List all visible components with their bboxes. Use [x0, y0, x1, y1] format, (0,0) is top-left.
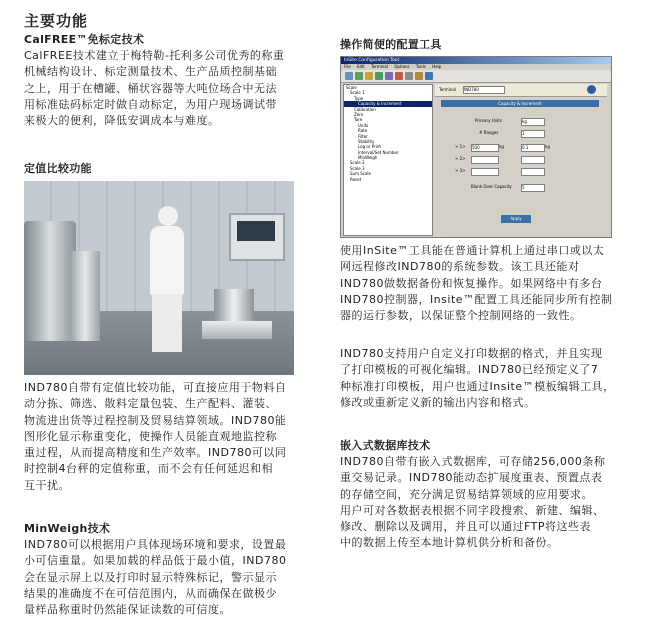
tree-item[interactable]: Zero: [354, 111, 364, 117]
tree-item-selected[interactable]: Capacity & Increment: [344, 101, 432, 106]
menu-file[interactable]: File: [344, 64, 351, 69]
tree-item[interactable]: Scale 2: [350, 160, 365, 166]
menu-options[interactable]: Options: [394, 64, 410, 69]
blank-over-label: Blank Over Capacity: [471, 184, 512, 189]
search-icon[interactable]: [405, 72, 413, 80]
increment-field[interactable]: 0.1: [521, 144, 545, 152]
tree-item[interactable]: Reset: [350, 176, 362, 182]
factory-photo: [24, 181, 294, 375]
save-icon[interactable]: [355, 72, 363, 80]
print-line: 种标准打印模板，用户也通过Insite™模板编辑工具，: [340, 379, 615, 393]
config-body: [340, 243, 628, 324]
minweigh-body: [24, 537, 316, 618]
menu-edit[interactable]: Edit: [356, 64, 365, 69]
window-toolbar: [341, 70, 611, 83]
terminal-select[interactable]: IND780: [463, 86, 505, 94]
tree-item[interactable]: Type: [354, 95, 364, 101]
terminal-bar: [435, 84, 607, 97]
increment-field-3[interactable]: [521, 168, 545, 176]
photo-operator-head: [158, 206, 178, 226]
calfree-line: 用标准砝码标定时做自动标定，为用户现场调试带: [24, 97, 277, 111]
tree-item[interactable]: MinWeigh: [358, 155, 378, 161]
photo-tank: [24, 221, 76, 341]
compare-line: 物流进出货等过程控制及贸易结算领域。IND780能: [24, 413, 287, 427]
database-line: 修改、删除以及调用，并且可以通过FTP将这些表: [340, 520, 591, 534]
tree-item[interactable]: Scale 1: [350, 90, 365, 96]
primary-units-select[interactable]: kg: [521, 118, 545, 126]
capacity-field-3[interactable]: [471, 168, 499, 176]
database-heading: 嵌入式数据库技术: [340, 439, 431, 452]
panel-title: Capacity & Increment: [441, 100, 599, 107]
compare-line: 图形化显示称重变化，使操作人员能直观地监控称: [24, 429, 277, 443]
photo-bucket: [214, 289, 254, 323]
database-line: IND780自带有嵌入式数据库，可存储256,000条称: [340, 455, 606, 468]
apply-button[interactable]: Apply: [501, 215, 531, 223]
config-line: 网远程修改IND780的系统参数。该工具还能对: [340, 260, 580, 274]
range-row-label: > 2>: [455, 156, 466, 161]
tree-item[interactable]: Rate: [358, 128, 368, 134]
menu-tools[interactable]: Tools: [415, 64, 426, 69]
insite-config-window: [340, 56, 612, 238]
print-template-body: [340, 346, 628, 411]
menu-help[interactable]: Help: [432, 64, 442, 69]
database-body: [340, 454, 628, 552]
photo-terminal-screen: [237, 221, 275, 241]
tree-item[interactable]: Tare: [354, 117, 363, 123]
download-icon[interactable]: [375, 72, 383, 80]
capacity-field-2[interactable]: [471, 156, 499, 164]
compare-line: 动分拣、筛选、散料定量包装、生产配料、灌装、: [24, 397, 277, 411]
help-icon[interactable]: [425, 72, 433, 80]
photo-operator-legs: [152, 294, 182, 352]
tree-item[interactable]: Interval/Set Number: [358, 149, 399, 155]
compare-heading: 定值比较功能: [24, 162, 92, 175]
calfree-line: 来极大的便利，降低安调成本与难度。: [24, 114, 220, 128]
calfree-line: 之上，用于在槽罐、桶状容器等大吨位场合中无法: [24, 81, 277, 95]
terminal-label: Terminal: [439, 87, 456, 92]
config-heading: 操作简便的配置工具: [340, 38, 442, 51]
database-line: 用户可对各数据表根据不同字段搜索、新建、编辑、: [340, 503, 605, 517]
print-line: 修改或重新定义新的输出内容和格式。: [340, 395, 536, 409]
blank-over-field[interactable]: 5: [521, 184, 545, 192]
calfree-heading: CalFREE™免标定技术: [24, 33, 145, 46]
minweigh-line: 小可信重量。如果加载的样品低于最小值，IND780: [24, 554, 287, 568]
range-row-label: > 3>: [455, 168, 466, 173]
print-line: IND780支持用户自定义打印数据的格式，并且实现: [340, 347, 603, 360]
minweigh-line: 结果的准确度不在可信范围内，从而确保在做极少: [24, 586, 277, 600]
config-line: IND780控制器，Insite™配置工具还能同步所有控制: [340, 292, 613, 306]
database-line: 重交易记录。IND780能动态扩展度重表、预置点表: [340, 471, 603, 485]
tree-item[interactable]: Log or Print: [358, 144, 381, 150]
config-panel: [435, 84, 607, 234]
database-line: 的存储空间，充分满足贸易结算领域的应用要求。: [340, 487, 593, 501]
upload-icon[interactable]: [365, 72, 373, 80]
disconnect-icon[interactable]: [395, 72, 403, 80]
photo-operator: [142, 206, 190, 356]
tree-item[interactable]: Stability: [358, 138, 375, 144]
photo-scale: [202, 321, 272, 339]
calfree-line: CalFREE技术建立于梅特勒-托利多公司优秀的称重: [24, 49, 285, 62]
compare-line: 重过程，从而提高精度和生产效率。IND780可以同: [24, 446, 287, 460]
photo-tank: [70, 251, 100, 341]
print-line: 了打印模板的可视化编辑。IND780已经预定义了7: [340, 363, 599, 377]
range-row-label: > 1>: [455, 144, 466, 149]
increment-unit: kg: [545, 144, 550, 149]
calfree-body: [24, 48, 316, 129]
window-titlebar: InSite Configuration Tool: [341, 57, 611, 64]
tree-item[interactable]: Filter: [358, 133, 368, 139]
calfree-line: 机械结构设计、标定测量技术、生产品质控制基础: [24, 65, 277, 79]
tree-item[interactable]: Scale 3: [350, 165, 365, 171]
config-line: 使用InSite™工具能在普通计算机上通过串口或以太: [340, 244, 605, 257]
capacity-unit: kg: [499, 144, 504, 149]
config-tree: [343, 84, 433, 236]
tree-item[interactable]: Scale: [346, 85, 357, 90]
ranges-label: # Ranges: [479, 130, 499, 135]
print-icon[interactable]: [415, 72, 423, 80]
info-icon[interactable]: [587, 85, 596, 94]
photo-terminal: [229, 213, 285, 261]
minweigh-heading: MinWeigh技术: [24, 522, 111, 535]
capacity-field[interactable]: 500: [471, 144, 499, 152]
tree-item[interactable]: Sum Scale: [350, 171, 372, 177]
config-line: IND780做数据备份和恢复操作。如果网络中有多台: [340, 276, 603, 290]
photo-operator-body: [150, 226, 184, 296]
open-icon[interactable]: [345, 72, 353, 80]
ranges-select[interactable]: 1: [521, 130, 545, 138]
compare-line: 时控制4台秤的定值称重，而不会有任何延迟和相: [24, 462, 273, 476]
database-line: 中的数据上传至本地计算机供分析和备份。: [340, 536, 559, 550]
minweigh-line: IND780可以根据用户具体现场环境和要求，设置最: [24, 538, 287, 551]
page-title: 主要功能: [24, 12, 89, 30]
menu-terminal[interactable]: Terminal: [371, 64, 388, 69]
compare-body: [24, 380, 316, 494]
minweigh-line: 会在显示屏上以及打印时显示特殊标记，警示显示: [24, 570, 277, 584]
tree-item[interactable]: Units: [358, 122, 369, 128]
connect-icon[interactable]: [385, 72, 393, 80]
compare-line: 互干扰。: [24, 478, 70, 492]
compare-line: IND780自带有定值比较功能，可直接应用于物料自: [24, 381, 287, 394]
config-line: 器的运行参数，以保证整个控制网络的一致性。: [340, 309, 582, 323]
increment-field-2[interactable]: [521, 156, 545, 164]
minweigh-line: 量样品称重时仍然能保证读数的可信度。: [24, 603, 231, 617]
primary-units-label: Primary Units: [475, 118, 502, 123]
tree-item[interactable]: Calibration: [354, 106, 376, 112]
